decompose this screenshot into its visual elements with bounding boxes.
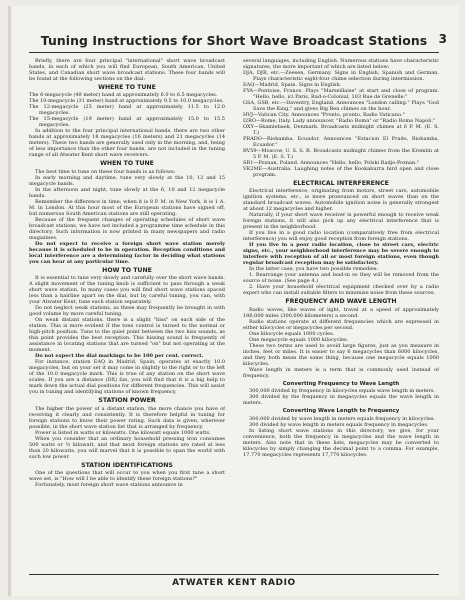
list-item: The 12-megacycle (25 meter) band at approximately 11.5 to 12.0 megacycles. bbox=[29, 104, 225, 117]
paragraph: One of the questions that will occur to you when you first tune a short wave set, is "How will I be able to identify these foreign stations?" bbox=[29, 470, 225, 483]
paragraph: If you live in a poor radio location, close to street cars, electric signs, etc., your neighborhood interference may be severe enough to interfere with reception of all or most foreign stations, even though regular broadcast reception may be satisfactory. bbox=[243, 242, 439, 267]
left-column bbox=[29, 58, 225, 570]
paragraph: In listing short wave stations in this directory, we give, for your convenience, both the frequency in megacycles and the wave length in meters. Also note that in these lists, megacycles may be converted to kilocycles by simply changing the decimal point to a comma. For example, 17.770 megacycles represents 17,770 kilocycles. bbox=[243, 428, 439, 458]
list-item: SR1—Poznan, Poland. Announces "Hello, hello, Polski Radjo-Poznan." bbox=[243, 160, 420, 166]
document-page bbox=[8, 6, 459, 596]
paragraph: When you consider that an ordinary household pressing iron consumes 500 watts or ½ kilowatt, and that most foreign stations are rated at less than 20 kilowatts, you will marvel that it is possible to span the world with such low power. bbox=[29, 435, 225, 460]
section-heading: ELECTRICAL INTERFERENCE bbox=[293, 180, 389, 187]
paragraph: Do not expect the dial markings to be 100 per cent. correct. bbox=[35, 353, 204, 360]
list-item: The 6-megacycle (49 meter) band at approximately 6.0 to 6.5 megacycles. bbox=[29, 92, 218, 99]
section-heading: STATION POWER bbox=[98, 397, 156, 405]
paragraph: Do not neglect weak stations, as these may frequently be brought in with good volume by more careful tuning. bbox=[29, 305, 225, 318]
section-heading: FREQUENCY AND WAVE LENGTH bbox=[285, 298, 397, 306]
paragraph: Briefly, there are four principal "international" short wave broadcast bands, in each of which you will find European, South American, United States, and Canadian short wave broadcast stations. These four bands will be found at the following sections on the dial: bbox=[29, 58, 225, 82]
paragraph: 300 divided by the frequency in megacycles equals the wave length in meters. bbox=[243, 394, 439, 407]
page-footer: ATWATER KENT RADIO bbox=[172, 578, 296, 588]
page-title: Tuning Instructions for Short Wave Broadcast Stations bbox=[40, 33, 428, 48]
paragraph: 300,000 divided by frequency in kilocycles equals wave length in meters. bbox=[249, 388, 436, 395]
section-heading: WHEN TO TUNE bbox=[100, 160, 154, 168]
section-heading: HOW TO TUNE bbox=[102, 266, 152, 274]
right-column bbox=[243, 58, 439, 570]
paragraph: Power is listed in watts or kilowatts. One kilowatt equals 1000 watts. bbox=[35, 429, 211, 436]
paragraph: 1. Rearrange your antenna and lead-in so they will be removed from the source of noise. (See page 4.) bbox=[243, 272, 439, 285]
paragraph: Naturally, if your short wave receiver is powerful enough to receive weak foreign stations, it will also pick up any electrical interference that is present in the neighborhood. bbox=[243, 212, 439, 231]
paragraph: For instance, station EAQ in Madrid, Spain, operates at exactly 10.0 megacycles, but on your set it may come in slightly to the right or to the left of the 10.0 megacycle mark. This is true of any station on the short wave scales. If you are a distance (DX) fan, you will find that it is a big help to mark down the actual dial positions for different frequencies. This will assist you in tuning and identifying stations of known frequency. bbox=[29, 359, 225, 396]
paragraph: On weak distant stations, there is a slight "hiss" on each side of the station. This is more evident if the tone control is turned to the normal or high-pitch position. Tune to the quiet point between the two hiss sounds, as this point provides the best reception. This hissing sound is frequently of assistance in locating stations that are turned "on" but not operating at the moment. bbox=[29, 317, 225, 354]
list-item: HVJ—Vatican City. Announces "Pronto, pronto, Radio Vaticano." bbox=[243, 112, 405, 118]
paragraph: Electrical interference, originating from motors, street cars, automobile ignition systems, etc., is more pronounced on short waves than on the standard broadcast waves. Automobile ignition noise is generally strongest at about 12 megacycles and higher. bbox=[243, 188, 439, 213]
paragraph: Radio stations operate at different frequencies which are expressed in either kilocycles or megacycles per second. bbox=[243, 318, 439, 331]
page-crease bbox=[9, 6, 12, 596]
list-item: PRADO—Riobamba, Ecuador. Announces "Estacion El Prado, Riobamba, Ecuador." bbox=[243, 136, 439, 148]
paragraph: If you live in a good radio location (comparatively free from electrical interference) you will enjoy good reception from foreign stations. bbox=[243, 230, 439, 243]
paragraph: One kilocycle equals 1000 cycles. bbox=[249, 330, 335, 337]
paragraph: It is essential to tune very slowly and carefully over the short wave bands. A slight movement of the tuning knob is sufficient to pass through a weak short wave station. In many cases you will find short wave stations spaced less than a hairline apart on the dial, but by careful tuning, you can, with your Atwater Kent, tune each station separately. bbox=[29, 275, 225, 306]
paragraph: Do not expect to receive a foreign short wave station merely because it is scheduled to be in operation. Reception conditions and local interference are a determining factor in deciding what stations you can hear at any particular time. bbox=[29, 240, 225, 265]
paragraph: One megacycle equals 1000 kilocycles. bbox=[249, 336, 349, 343]
section-heading: STATION IDENTIFICATIONS bbox=[81, 461, 173, 469]
paragraph: The best time to tune on these four bands is as follows: bbox=[35, 168, 176, 175]
list-item: The 15-megacycle (19 meter) band at approximately 15.0 to 15.5 megacycles. bbox=[29, 116, 225, 129]
top-rule bbox=[29, 52, 439, 53]
list-item: I2RO—Rome, Italy. Lady announcer, "Radio Roma" or "Radio Roma Napoli." bbox=[243, 118, 436, 124]
list-item: DJA, DJB, etc.—Zeesen, Germany. Signs in English, Spanish and German. Plays characteristic eight-four chime selection during intermission. bbox=[243, 70, 439, 82]
list-item: OXY—Skamlebaek, Denmark. Broadcasts midnight chimes at 6 P. M. (E. S. T.) bbox=[243, 124, 439, 136]
list-item: The 10-megacycle (31 meter) band at approximately 9.5 to 10.0 megacycles. bbox=[29, 98, 224, 105]
paragraph: In the latter case, you have two possible remedies: bbox=[249, 266, 379, 273]
paragraph: 2. Have your household electrical equipment checked over by a radio expert who can install suitable filters to minimize noise from these sources. bbox=[243, 284, 439, 297]
paragraph: Because of the frequent changes of operating schedules of short wave broadcast stations, we have not included a programme time schedule in this directory. Such information is now printed in many newspapers and radio magazines. bbox=[29, 216, 225, 241]
paragraph: These two terms are used to avoid large figures, just as you measure in inches, feet or miles. It is easier to say 6 megacycles than 6000 kilocycles, and they both mean the same thing, because one megacycle equals 1000 kilocycles. bbox=[243, 342, 439, 367]
paragraph: In addition to the four principal international bands, there are two other bands at approximately 18 megacycles (16 meters) and 21 megacycles (14 meters). These two bands are generally used only in the morning, and, being of less importance than the other four bands, are not included in the tuning range of all Atwater Kent short wave receivers. bbox=[29, 128, 225, 159]
section-heading: Converting Frequency to Wave Length bbox=[282, 380, 400, 387]
paragraph: several languages, including English. Numerous stations have characteristic signatures, the more important of which are listed below: bbox=[243, 58, 439, 70]
paragraph: Fortunately, most foreign short wave stations announce in bbox=[35, 482, 183, 489]
paragraph: Radio waves, like waves of light, travel at a speed of approximately 186,000 miles (300,000 kilometers) a second. bbox=[243, 306, 439, 319]
paragraph: 300 divided by wave length in meters equals frequency in megacycles. bbox=[249, 422, 429, 428]
paragraph: 300,000 divided by wave length in meters equals frequency in kilocycles. bbox=[249, 416, 436, 422]
paragraph: Remember the difference in time; when it is 8 P. M. in New York, it is 1 A. M. in London. At this hour most of the European stations have signed off, but numerous South American stations are still operating. bbox=[29, 198, 225, 217]
paragraph: The higher the power of a distant station, the more chance you have of receiving it clearly and consistently. It is therefore helpful in tuning for foreign stations to know their power rating. Such data is given, wherever possible, in the short wave station list that is arranged by frequency. bbox=[29, 405, 225, 430]
list-item: VK2ME—Australia. Laughing notes of the Kookaburra bird open and close program. bbox=[243, 166, 439, 178]
paragraph: Wave length in meters is a term that is commonly used instead of frequency. bbox=[243, 366, 439, 379]
page-number: 3 bbox=[438, 32, 447, 46]
bottom-rule bbox=[29, 574, 439, 575]
list-item: GSA, GSB, etc.—Daventry, England. Announces "London calling." Plays "God Save the King," and gives Big Ben chimes on the hour. bbox=[243, 100, 439, 112]
section-heading: Converting Wave Length to Frequency bbox=[282, 408, 400, 415]
list-item: FYA—Pontoise, France. Plays "Marseillaise" at start and close of program. "Hello, hello, ici Paris, Rad-o-Colonial, 103 Rue de Grenelle." bbox=[243, 88, 439, 100]
paragraph: In the afternoon and night, tune slowly at the 6, 10 and 12 megacycle bands. bbox=[29, 186, 225, 199]
list-item: EAQ—Madrid, Spain. Signs in English. bbox=[243, 82, 342, 88]
section-heading: WHERE TO TUNE bbox=[98, 84, 156, 91]
list-item: RV59—Moscow, U. S. S. R. Broadcasts midnight chimes from the Kremlin at 5 P. M. (E. S. T.) bbox=[243, 148, 439, 160]
paragraph: In early morning and daytime, tune very slowly at the 10, 12 and 15 megacycle bands. bbox=[29, 174, 225, 187]
